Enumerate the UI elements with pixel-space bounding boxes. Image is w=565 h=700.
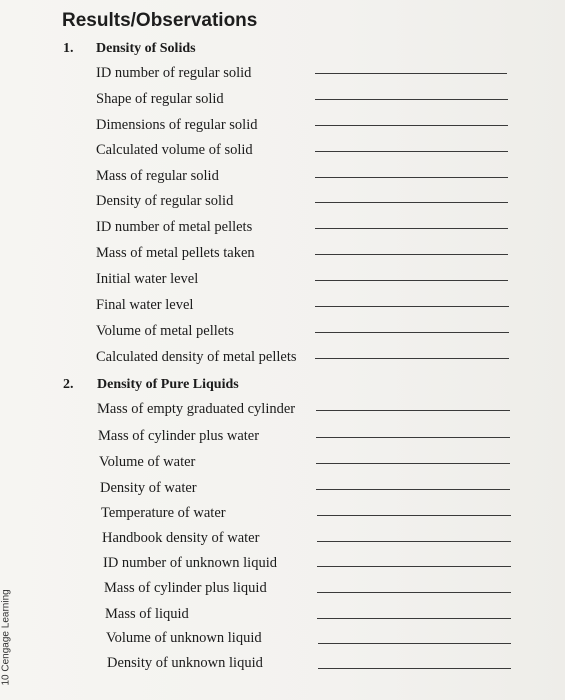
section-1-title: Density of Solids [96,41,196,56]
item-mass-liquid-blank[interactable] [317,618,511,619]
item-density-regular-solid-label: Density of regular solid [96,193,234,209]
item-temperature-water-blank[interactable] [317,515,511,516]
item-density-unknown-liquid-label: Density of unknown liquid [107,655,263,671]
item-final-water-level-blank[interactable] [315,306,509,307]
item-id-regular-solid-label: ID number of regular solid [96,65,252,81]
item-mass-metal-pellets-label: Mass of metal pellets taken [96,245,255,261]
item-id-unknown-liquid-label: ID number of unknown liquid [103,555,277,571]
section-2-title: Density of Pure Liquids [97,377,239,392]
item-mass-empty-cylinder-label: Mass of empty graduated cylinder [97,401,296,417]
item-mass-cylinder-water-label: Mass of cylinder plus water [98,428,260,444]
item-volume-water-blank[interactable] [316,463,510,464]
item-handbook-density-water-label: Handbook density of water [102,530,260,546]
section-2-number: 2. [63,377,74,392]
item-mass-liquid-label: Mass of liquid [105,606,189,622]
item-mass-cylinder-liquid-blank[interactable] [317,592,511,593]
item-shape-regular-solid-label: Shape of regular solid [96,91,224,107]
item-mass-cylinder-water-blank[interactable] [316,437,510,438]
item-calc-density-metal-pellets-blank[interactable] [315,358,509,359]
item-id-metal-pellets-blank[interactable] [315,228,508,229]
item-calc-volume-solid-label: Calculated volume of solid [96,142,253,158]
item-mass-regular-solid-label: Mass of regular solid [96,168,219,184]
item-density-water-blank[interactable] [316,489,510,490]
item-id-unknown-liquid-blank[interactable] [317,566,511,567]
item-id-metal-pellets-label: ID number of metal pellets [96,219,253,235]
item-temperature-water-label: Temperature of water [101,505,226,521]
item-mass-metal-pellets-blank[interactable] [315,254,508,255]
item-id-regular-solid-blank[interactable] [315,73,507,74]
section-1-number: 1. [63,41,74,56]
item-density-regular-solid-blank[interactable] [315,202,508,203]
item-initial-water-level-label: Initial water level [96,271,199,287]
item-density-unknown-liquid-blank[interactable] [318,668,511,669]
item-dimensions-regular-solid-blank[interactable] [315,125,508,126]
item-mass-regular-solid-blank[interactable] [315,177,508,178]
item-handbook-density-water-blank[interactable] [317,541,511,542]
item-calc-density-metal-pellets-label: Calculated density of metal pellets [96,349,297,365]
item-shape-regular-solid-blank[interactable] [315,99,508,100]
item-volume-metal-pellets-label: Volume of metal pellets [96,323,234,339]
item-volume-unknown-liquid-blank[interactable] [318,643,511,644]
item-volume-unknown-liquid-label: Volume of unknown liquid [106,630,262,646]
item-mass-cylinder-liquid-label: Mass of cylinder plus liquid [104,580,267,596]
item-initial-water-level-blank[interactable] [315,280,508,281]
publisher-credit: 10 Cengage Learning [0,589,12,686]
item-density-water-label: Density of water [100,480,197,496]
item-volume-metal-pellets-blank[interactable] [315,332,509,333]
item-mass-empty-cylinder-blank[interactable] [316,410,510,411]
item-volume-water-label: Volume of water [99,454,196,470]
page-heading: Results/Observations [62,10,258,31]
item-dimensions-regular-solid-label: Dimensions of regular solid [96,117,258,133]
item-calc-volume-solid-blank[interactable] [315,151,508,152]
item-final-water-level-label: Final water level [96,297,194,313]
